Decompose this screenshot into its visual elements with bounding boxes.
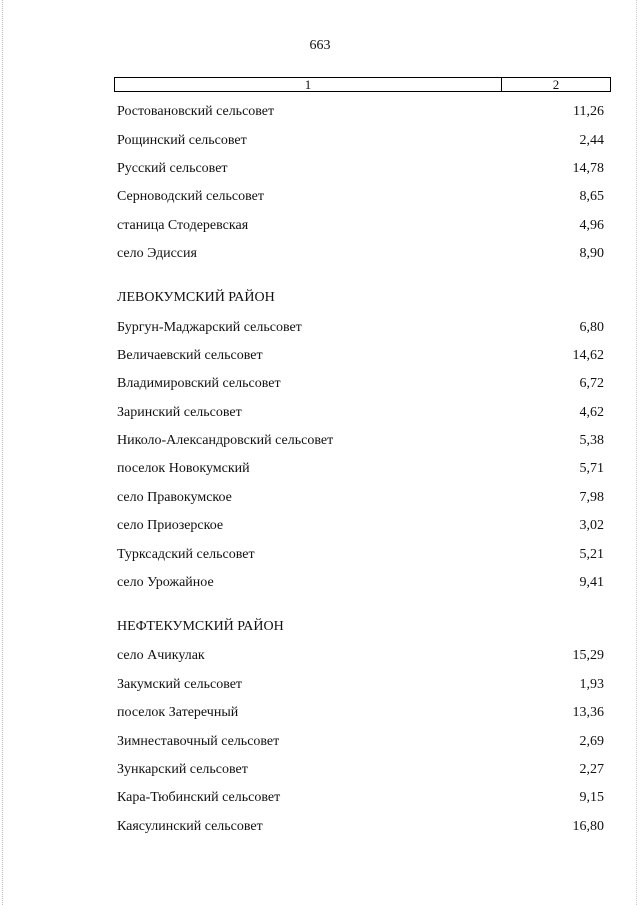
row-value: 9,15 <box>579 790 604 806</box>
row-value: 13,36 <box>572 705 604 721</box>
table-row <box>117 699 604 727</box>
row-value: 11,26 <box>573 104 604 120</box>
table-row <box>117 155 604 183</box>
table-row <box>117 569 604 597</box>
row-name: станица Стодеревская <box>117 217 249 233</box>
row-name: поселок Затеречный <box>117 705 239 721</box>
row-name: Рощинский сельсовет <box>117 132 247 148</box>
row-value: 2,44 <box>579 132 604 148</box>
table-body <box>117 98 604 841</box>
table-row <box>117 240 604 268</box>
table-row <box>117 671 604 699</box>
row-name: Зункарский сельсовет <box>117 762 248 777</box>
table-row <box>117 756 604 784</box>
row-name: Русский сельсовет <box>117 160 228 176</box>
scan-edge-right <box>636 0 638 905</box>
row-value: 6,80 <box>579 319 604 335</box>
table-row <box>117 183 604 211</box>
page-number: 663 <box>309 38 331 53</box>
row-name: Каясулинский сельсовет <box>117 818 263 834</box>
row-value: 5,21 <box>579 546 604 562</box>
table-row <box>117 370 604 398</box>
row-value: 5,71 <box>579 461 604 477</box>
table-row <box>117 399 604 427</box>
table-row <box>117 484 604 512</box>
table-row <box>117 313 604 341</box>
row-name: Зимнеставочный сельсовет <box>117 733 280 749</box>
row-value: 14,62 <box>572 347 604 363</box>
row-name: Николо-Александровский сельсовет <box>117 433 334 449</box>
row-value: 6,72 <box>579 376 604 392</box>
table-row <box>117 455 604 483</box>
row-value: 16,80 <box>572 818 604 834</box>
row-value: 9,41 <box>579 575 604 591</box>
table-header-col1: 1 <box>115 78 502 91</box>
row-name: Турксадский сельсовет <box>117 546 255 562</box>
row-value: 1,93 <box>579 676 604 692</box>
row-name: Владимировский сельсовет <box>117 376 281 392</box>
row-name: село Ачикулак <box>117 648 205 664</box>
row-value: 4,96 <box>579 217 604 233</box>
row-name: Бургун-Маджарский сельсовет <box>117 319 302 335</box>
section-heading: НЕФТЕКУМСКИЙ РАЙОН <box>117 619 284 635</box>
row-name: Величаевский сельсовет <box>117 347 263 363</box>
table-header <box>114 77 611 92</box>
table-row <box>117 784 604 812</box>
row-name: село Приозерское <box>117 518 224 534</box>
row-value: 4,62 <box>579 404 604 420</box>
table-header-col2: 2 <box>552 77 560 92</box>
table-row <box>117 512 604 540</box>
section-heading: ЛЕВОКУМСКИЙ РАЙОН <box>117 290 275 306</box>
row-name: Серноводский сельсовет <box>117 189 264 205</box>
row-name: поселок Новокумский <box>117 461 250 477</box>
row-value: 7,98 <box>579 489 604 505</box>
table-row <box>117 540 604 568</box>
table-row <box>117 427 604 455</box>
row-value: 8,65 <box>579 189 604 205</box>
row-value: 5,38 <box>579 433 604 449</box>
row-value: 15,29 <box>572 648 604 664</box>
row-name: Закумский сельсовет <box>117 676 243 692</box>
row-name: село Правокумское <box>117 489 232 505</box>
table-row <box>117 642 604 670</box>
table-row <box>117 98 604 126</box>
row-value: 14,78 <box>572 160 604 176</box>
row-name: Кара-Тюбинский сельсовет <box>117 790 281 806</box>
row-value: 8,90 <box>579 246 604 262</box>
row-value: 2,69 <box>579 733 604 749</box>
table-row <box>117 342 604 370</box>
table-row <box>117 727 604 755</box>
row-name: Ростовановский сельсовет <box>117 104 275 120</box>
row-name: село Эдиссия <box>117 246 197 262</box>
row-name: Заринский сельсовет <box>117 404 242 420</box>
scan-edge-left <box>2 0 4 905</box>
table-row <box>117 813 604 841</box>
row-name: село Урожайное <box>117 575 214 591</box>
table-row <box>117 212 604 240</box>
table-row <box>117 126 604 154</box>
row-value: 2,27 <box>579 762 604 777</box>
row-value: 3,02 <box>579 518 604 534</box>
